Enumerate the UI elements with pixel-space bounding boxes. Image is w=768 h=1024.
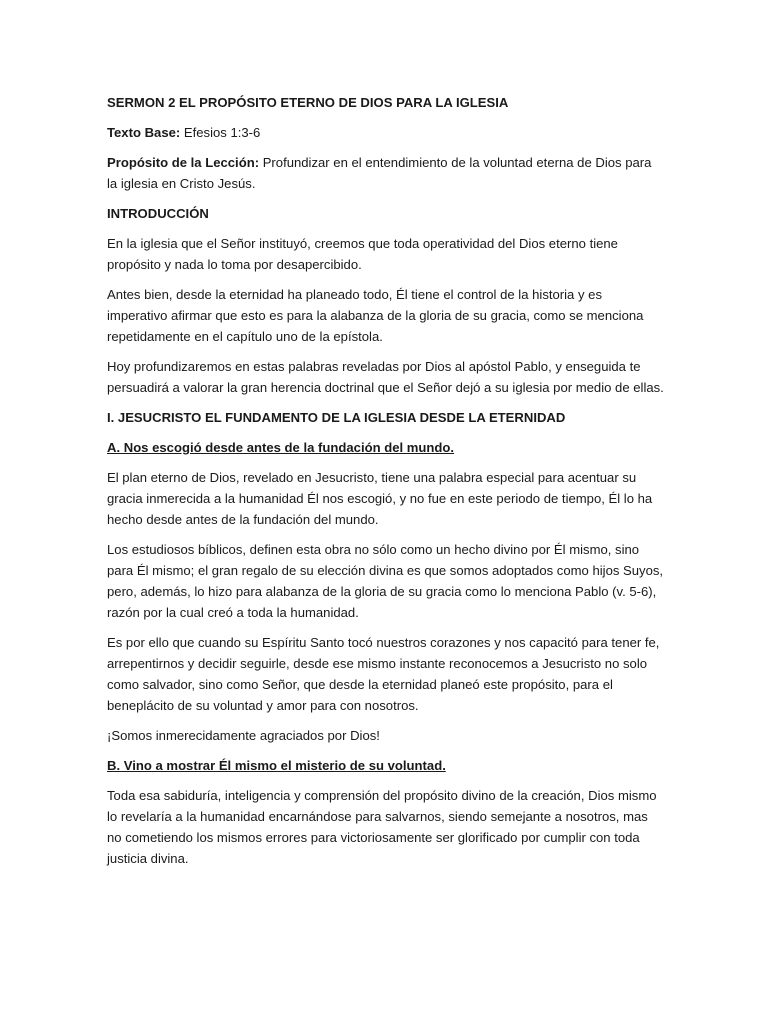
subsection-b-heading-text: B. Vino a mostrar Él mismo el misterio de su voluntad. xyxy=(107,758,446,773)
subsection-a-heading-text: A. Nos escogió desde antes de la fundación del mundo. xyxy=(107,440,455,455)
intro-paragraph: Hoy profundizaremos en estas palabras reveladas por Dios al apóstol Pablo, y enseguida te persuadirá a valorar la gran herencia doctrinal que el Señor dejó a su iglesia por medio de ellas. xyxy=(107,359,664,395)
subsection-a-paragraph: Los estudiosos bíblicos, definen esta obra no sólo como un hecho divino por Él mismo, sino para Él mismo; el gran regalo de su elección divina es que somos adoptados como hijos Suyos, pero, además, lo hizo para alabanza de la gloria de su gracia como lo menciona Pablo (v. 5-6), razón por la cual creó a toda la humanidad. xyxy=(107,542,664,620)
subsection-a-paragraph: El plan eterno de Dios, revelado en Jesucristo, tiene una palabra especial para acentuar su gracia inmerecida a la humanidad Él nos escogió, y no fue en este periodo de tiempo, Él lo ha hecho desde antes de la fundación del mundo. xyxy=(107,470,653,527)
section-1-heading: I. JESUCRISTO EL FUNDAMENTO DE LA IGLESIA DESDE LA ETERNIDAD xyxy=(107,410,566,425)
proposito-line xyxy=(107,152,665,194)
document-title: SERMON 2 EL PROPÓSITO ETERNO DE DIOS PARA LA IGLESIA xyxy=(107,95,509,110)
intro-paragraph: En la iglesia que el Señor instituyó, creemos que toda operatividad del Dios eterno tiene propósito y nada lo toma por desapercibido. xyxy=(107,236,618,272)
document-page xyxy=(107,92,665,878)
subsection-b-heading xyxy=(107,755,665,776)
texto-base-label: Texto Base: xyxy=(107,125,181,140)
subsection-b-paragraph: Toda esa sabiduría, inteligencia y comprensión del propósito divino de la creación, Dios mismo lo revelaría a la humanidad encarnándose para salvarnos, siendo semejante a nosotros, mas no cometiendo los mismos errores para victoriosamente ser glorificado por cumplir con toda justicia divina. xyxy=(107,788,657,866)
proposito-value: Profundizar en el entendimiento de la voluntad eterna de Dios para la iglesia en Cristo Jesús. xyxy=(107,155,652,191)
subsection-a-heading xyxy=(107,437,665,458)
intro-paragraph: Antes bien, desde la eternidad ha planeado todo, Él tiene el control de la historia y es imperativo afirmar que esto es para la alabanza de la gloria de su gracia, como se menciona repetidamente en el capítulo uno de la epístola. xyxy=(107,287,644,344)
proposito-label: Propósito de la Lección: xyxy=(107,155,260,170)
texto-base-value: Efesios 1:3-6 xyxy=(180,125,261,140)
subsection-a-paragraph: Es por ello que cuando su Espíritu Santo tocó nuestros corazones y nos capacitó para tener fe, arrepentirnos y decidir seguirle, desde ese mismo instante reconocemos a Jesucristo no solo como salvador, sino como Señor, que desde la eternidad planeó este propósito, para el beneplácito de su voluntad y amor para con nosotros. xyxy=(107,635,660,713)
introduccion-heading: INTRODUCCIÓN xyxy=(107,206,209,221)
texto-base-line xyxy=(107,122,665,143)
subsection-a-paragraph: ¡Somos inmerecidamente agraciados por Dios! xyxy=(107,728,380,743)
